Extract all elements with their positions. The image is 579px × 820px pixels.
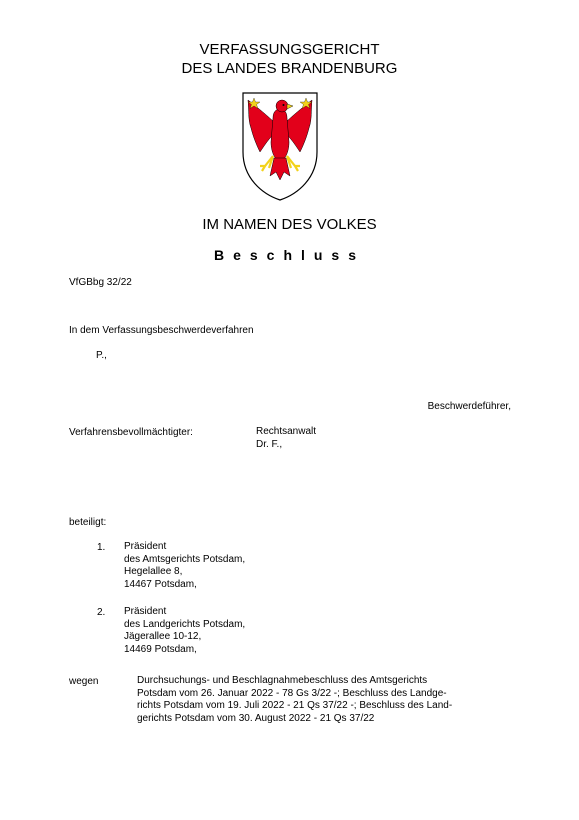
party-address	[124, 606, 245, 656]
involved-label: beteiligt:	[69, 517, 107, 528]
court-name-line-1: VERFASSUNGSGERICHT	[199, 41, 380, 58]
party-number: 1.	[97, 542, 106, 553]
regarding-line: Durchsuchungs- und Beschlagnahmebeschluss des Amtsgerichts	[137, 675, 428, 686]
representative-name: Dr. F.,	[256, 438, 283, 450]
party-address-line: Präsident	[124, 541, 167, 552]
court-name-line-2: DES LANDES BRANDENBURG	[181, 60, 398, 77]
party-address-line: Präsident	[124, 606, 167, 617]
party-address-line: Hegelallee 8,	[124, 566, 183, 577]
brandenburg-eagle-coat-of-arms-icon	[240, 90, 320, 202]
regarding-line: gerichts Potsdam vom 30. August 2022 - 21 Qs 37/22	[137, 712, 375, 724]
proceeding-intro: In dem Verfassungsbeschwerdeverfahren	[69, 325, 254, 336]
representative-title: Rechtsanwalt	[256, 426, 317, 437]
party-address	[124, 541, 245, 591]
party-address-line: Jägerallee 10-12,	[124, 631, 202, 642]
case-number: VfGBbg 32/22	[69, 277, 132, 288]
party-address-line: 14467 Potsdam,	[124, 578, 197, 590]
representative-details	[256, 426, 316, 451]
representative-label: Verfahrensbevollmächtigter:	[69, 427, 193, 438]
complainant-role: Beschwerdeführer,	[427, 401, 511, 412]
regarding-line: richts Potsdam vom 19. Juli 2022 - 21 Qs 37/22 -; Beschluss des Land-	[137, 700, 453, 711]
party-address-line: des Landgerichts Potsdam,	[124, 618, 246, 630]
court-name	[0, 40, 579, 78]
complainant-name: P.,	[96, 350, 107, 361]
regarding-line: Potsdam vom 26. Januar 2022 - 78 Gs 3/22 -; Beschluss des Landge-	[137, 687, 447, 699]
regarding-label: wegen	[69, 676, 99, 687]
party-address-line: des Amtsgerichts Potsdam,	[124, 553, 246, 565]
party-address-line: 14469 Potsdam,	[124, 643, 197, 655]
headline: IM NAMEN DES VOLKES	[202, 216, 377, 233]
party-number: 2.	[97, 607, 106, 618]
decision-type: Beschluss	[213, 247, 366, 263]
regarding-text	[137, 675, 517, 725]
